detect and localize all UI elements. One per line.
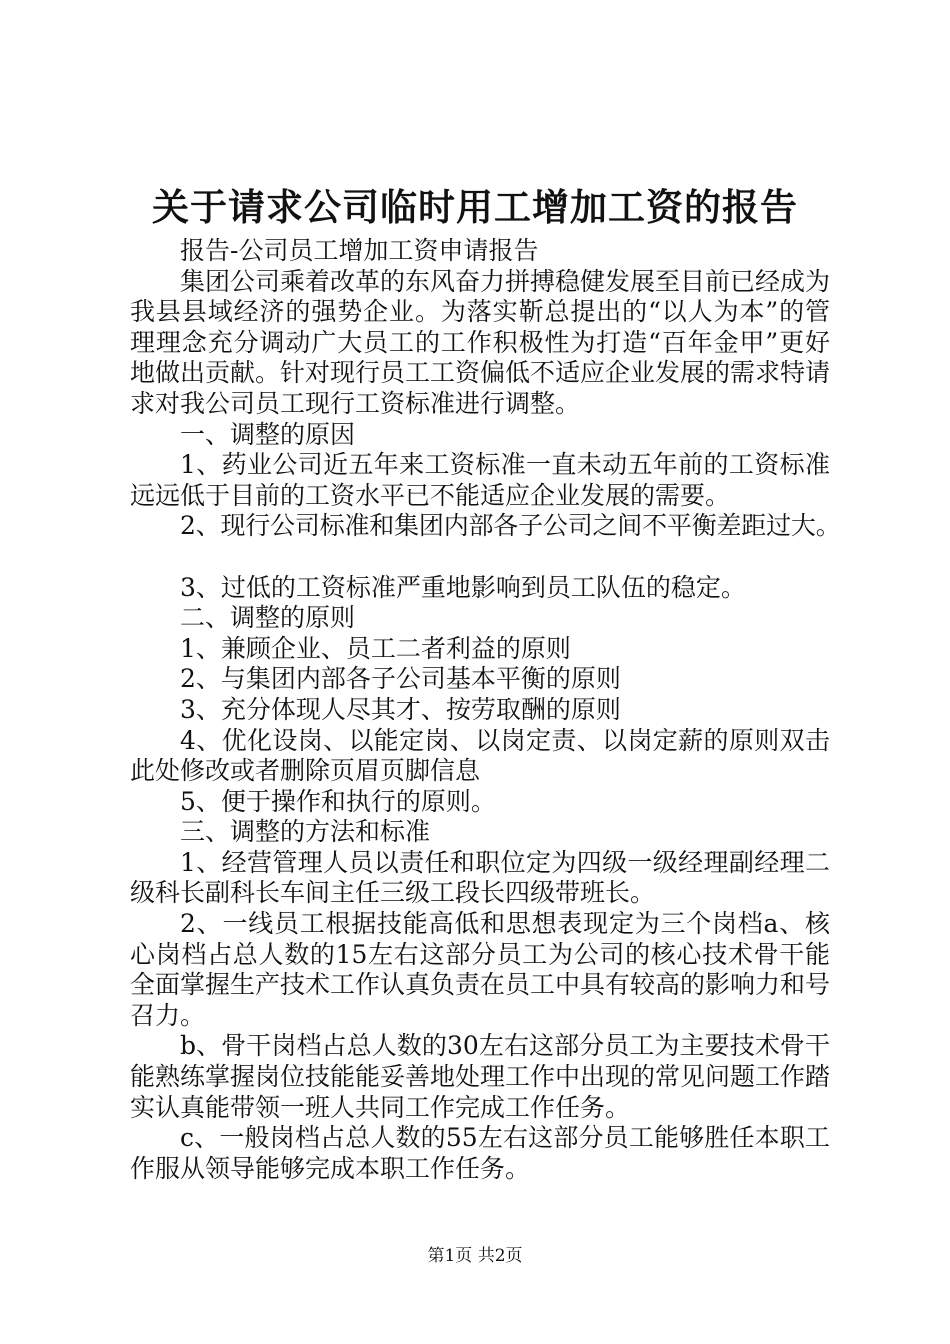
paragraph-method-2: 2、一线员工根据技能高低和思想表现定为三个岗档a、核心岗档占总人数的15左右这部分员工为公司的核心技术骨干能全面掌握生产技术工作认真负责在员工中具有较高的影响力和号召力。 <box>130 909 831 1030</box>
document-body <box>130 236 841 1184</box>
page-number-footer: 第1页 共2页 <box>427 1246 523 1266</box>
paragraph-method-2b: b、骨干岗档占总人数的30左右这部分员工为主要技术骨干能熟练掌握岗位技能能妥善地处理工作中出现的常见问题工作踏实认真能带领一班人共同工作完成工作任务。 <box>130 1031 831 1122</box>
paragraph-principle-2: 2、与集团内部各子公司基本平衡的原则 <box>180 664 621 694</box>
paragraph-principle-3: 3、充分体现人尽其才、按劳取酬的原则 <box>180 694 621 724</box>
paragraph-reason-3: 3、过低的工资标准严重地影响到员工队伍的稳定。 <box>180 572 746 602</box>
paragraph-principle-4: 4、优化设岗、以能定岗、以岗定责、以岗定薪的原则双击此处修改或者删除页眉页脚信息 <box>130 725 830 786</box>
paragraph-method-2c: c、一般岗档占总人数的55左右这部分员工能够胜任本职工作服从领导能够完成本职工作任务。 <box>130 1123 830 1183</box>
section-heading-principles: 二、调整的原则 <box>180 603 356 633</box>
paragraph-subtitle: 报告-公司员工增加工资申请报告 <box>180 236 539 265</box>
paragraph-reason-2: 2、现行公司标准和集团内部各子公司之间不平衡差距过大。 <box>180 511 841 541</box>
document-title: 关于请求公司临时用工增加工资的报告 <box>152 185 798 229</box>
paragraph-method-1: 1、经营管理人员以责任和职位定为四级一级经理副经理二级科长副科长车间主任三级工段长四级带班长。 <box>130 847 830 908</box>
paragraph-principle-5: 5、便于操作和执行的原则。 <box>180 786 496 816</box>
paragraph-reason-1: 1、药业公司近五年来工资标准一直未动五年前的工资标准远远低于目前的工资水平已不能适应企业发展的需要。 <box>130 450 830 510</box>
section-heading-methods: 三、调整的方法和标准 <box>180 817 431 847</box>
paragraph-principle-1: 1、兼顾企业、员工二者利益的原则 <box>180 633 571 663</box>
section-heading-reasons: 一、调整的原因 <box>180 419 356 449</box>
paragraph-intro: 集团公司乘着改革的东风奋力拼搏稳健发展至目前已经成为我县县域经济的强势企业。为落实靳总提出的“以人为本”的管理理念充分调动广大员工的工作积极性为打造“百年金甲”更好地做出贡献。针对现行员工工资偏低不适应企业发展的需求特请求对我公司员工现行工资标准进行调整。 <box>130 266 831 418</box>
